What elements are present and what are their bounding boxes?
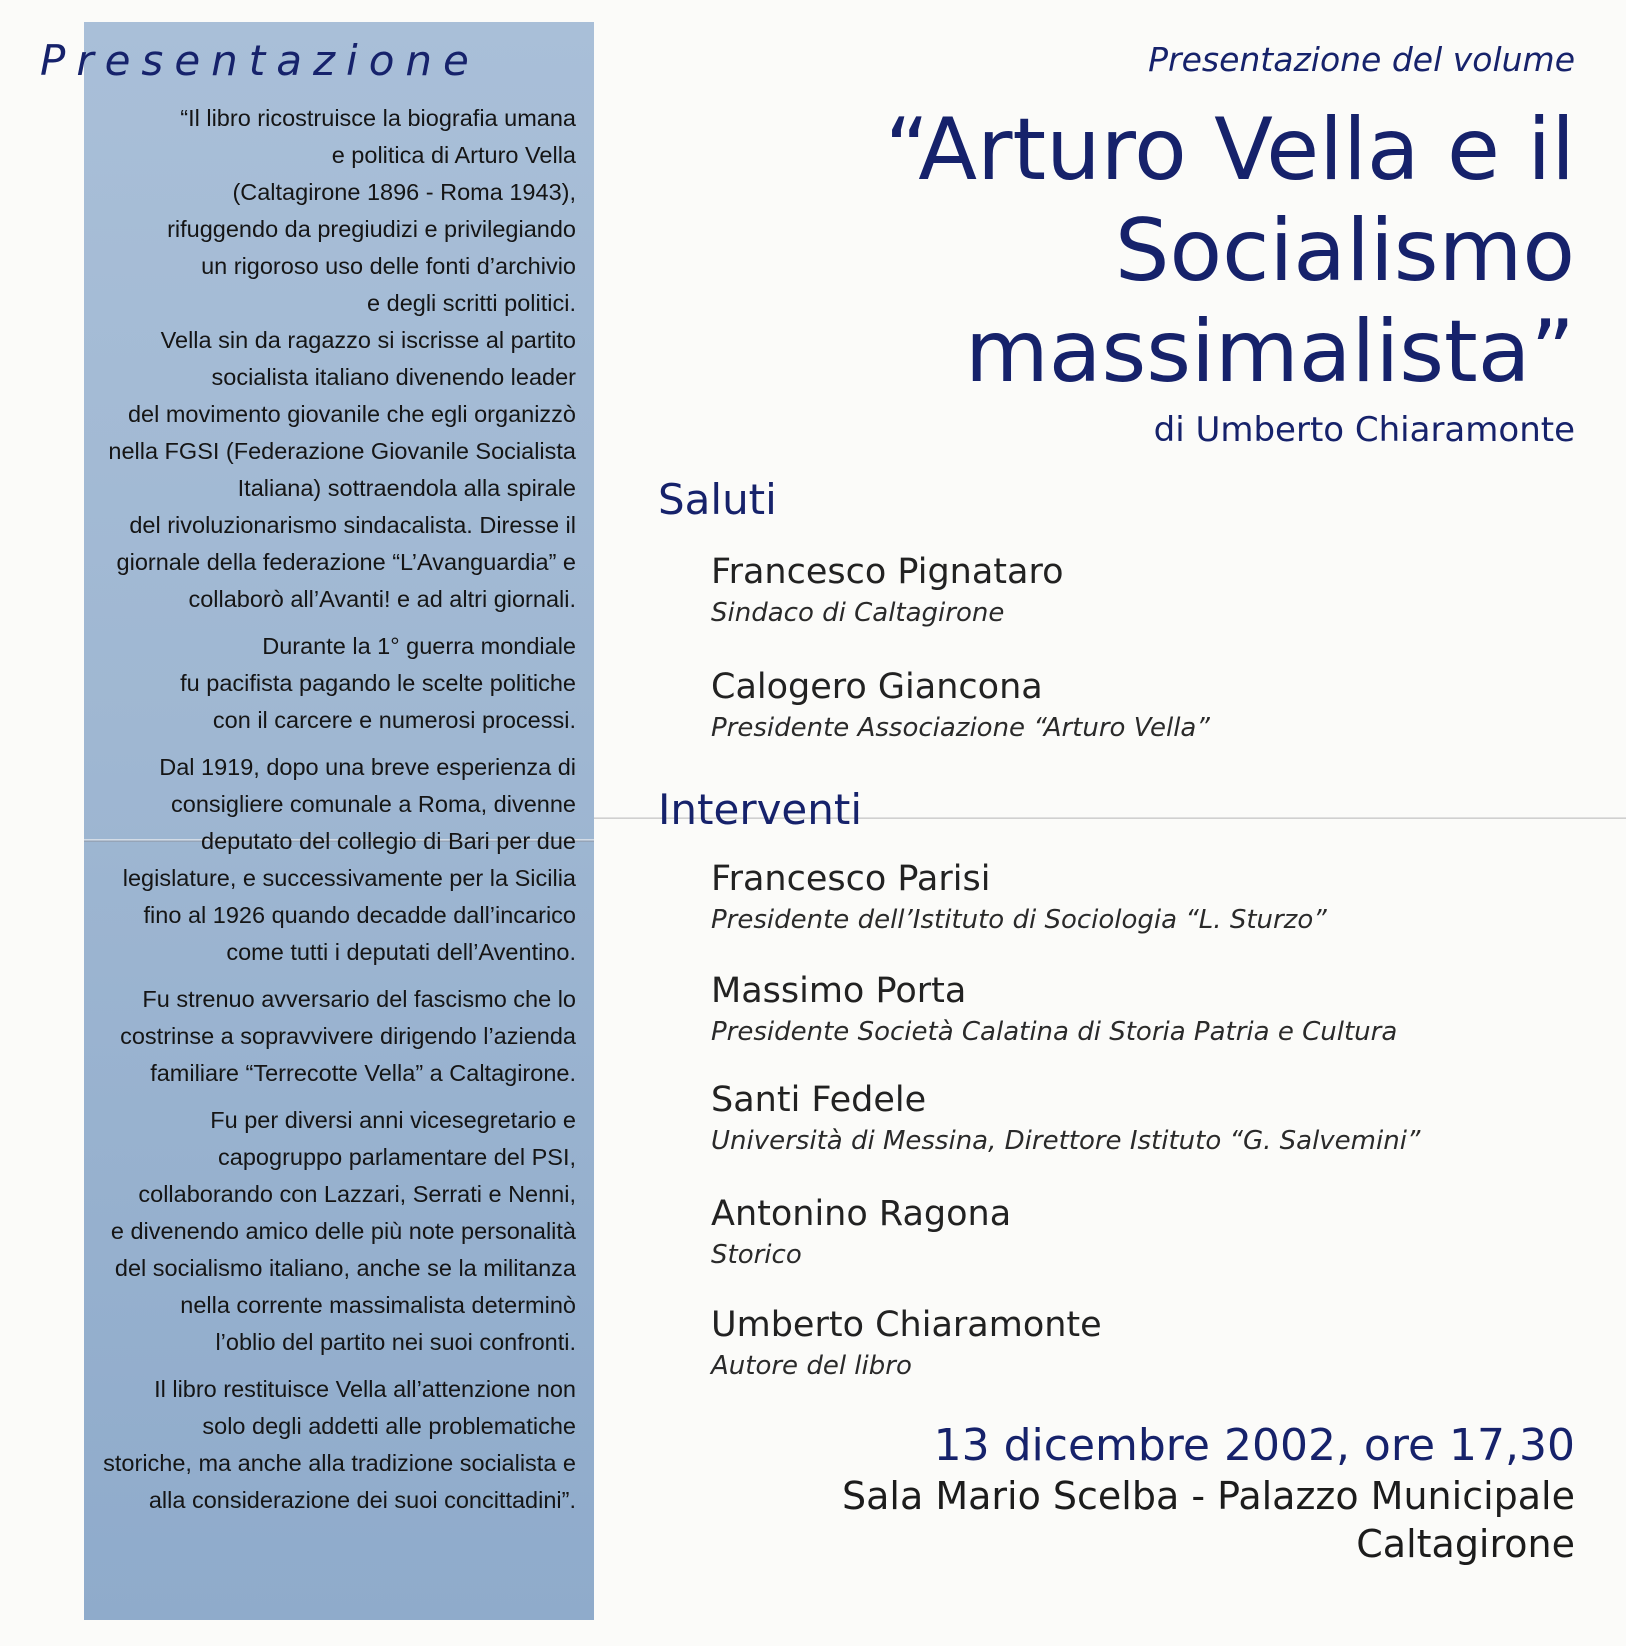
text-line: fino al 1926 quando decadde dall’incarico xyxy=(143,902,576,928)
text-line: e degli scritti politici. xyxy=(367,290,576,316)
section-heading-interventi: Interventi xyxy=(658,785,863,834)
book-title xyxy=(885,100,1575,403)
title-line: “Arturo Vella e il xyxy=(884,100,1575,200)
text-line: nella corrente massimalista determinò xyxy=(180,1292,576,1318)
speaker-entry xyxy=(711,969,1397,1051)
speaker-name: Umberto Chiaramonte xyxy=(711,1305,1102,1345)
text-line: Fu per diversi anni vicesegretario e xyxy=(210,1107,576,1133)
speaker-entry xyxy=(711,550,1064,632)
event-date: 13 dicembre 2002, ore 17,30 xyxy=(933,1420,1575,1471)
paragraph xyxy=(38,100,576,618)
text-line: fu pacifista pagando le scelte politiche xyxy=(180,670,576,696)
text-line: collaborò all’Avanti! e ad altri giornali. xyxy=(188,586,576,612)
presentation-text xyxy=(38,100,576,1529)
text-line: come tutti i deputati dell’Aventino. xyxy=(226,939,576,965)
text-line: del socialismo italiano, anche se la militanza xyxy=(114,1255,576,1281)
paragraph xyxy=(38,1371,576,1519)
text-line: del rivoluzionarismo sindacalista. Diresse il xyxy=(129,512,576,538)
speaker-entry xyxy=(711,665,1210,747)
volume-subtitle: Presentazione del volume xyxy=(1148,40,1575,79)
text-line: rifuggendo da pregiudizi e privilegiando xyxy=(167,216,576,242)
speaker-role: Autore del libro xyxy=(711,1351,912,1381)
text-line: del movimento giovanile che egli organizzò xyxy=(127,401,576,427)
speaker-entry xyxy=(711,857,1327,939)
text-line: Vella sin da ragazzo si iscrisse al partito xyxy=(160,327,576,353)
book-author: di Umberto Chiaramonte xyxy=(1153,410,1575,450)
text-line: Dal 1919, dopo una breve esperienza di xyxy=(159,754,576,780)
text-line: e politica di Arturo Vella xyxy=(331,142,576,168)
text-line: Fu strenuo avversario del fascismo che lo xyxy=(142,986,576,1012)
text-line: solo degli addetti alle problematiche xyxy=(202,1413,576,1439)
text-line: legislature, e successivamente per la Sicilia xyxy=(122,865,576,891)
speaker-role: Università di Messina, Direttore Istituto “G. Salvemini” xyxy=(711,1126,1421,1156)
text-line: deputato del collegio di Bari per due xyxy=(201,828,576,854)
text-line: capogruppo parlamentare del PSI, xyxy=(218,1144,576,1170)
paragraph xyxy=(38,749,576,971)
text-line: socialista italiano divenendo leader xyxy=(211,364,576,390)
speaker-entry xyxy=(711,1303,1102,1385)
text-line: costrinse a sopravvivere dirigendo l’azienda xyxy=(120,1023,576,1049)
speaker-name: Calogero Giancona xyxy=(711,667,1043,707)
event-venue: Sala Mario Scelba - Palazzo Municipale xyxy=(841,1474,1575,1518)
speaker-entry xyxy=(711,1192,1011,1274)
text-line: l’oblio del partito nei suoi confronti. xyxy=(215,1329,576,1355)
text-line: alla considerazione dei suoi concittadini”. xyxy=(148,1487,576,1513)
text-line: Durante la 1° guerra mondiale xyxy=(262,633,576,659)
speaker-name: Francesco Pignataro xyxy=(711,552,1064,592)
speaker-role: Storico xyxy=(711,1240,802,1270)
speaker-role: Presidente Associazione “Arturo Vella” xyxy=(711,713,1210,743)
presentation-heading: Presentazione xyxy=(40,36,480,85)
text-line: con il carcere e numerosi processi. xyxy=(212,707,576,733)
text-line: collaborando con Lazzari, Serrati e Nenni, xyxy=(138,1181,576,1207)
paragraph xyxy=(38,981,576,1092)
speaker-name: Santi Fedele xyxy=(711,1080,927,1120)
speaker-role: Presidente Società Calatina di Storia Patria e Cultura xyxy=(711,1017,1398,1047)
text-line: “Il libro ricostruisce la biografia umana xyxy=(180,105,576,131)
text-line: un rigoroso uso delle fonti d’archivio xyxy=(201,253,576,279)
text-line: e divenendo amico delle più note personalità xyxy=(110,1218,576,1244)
text-line: Italiana) sottraendola alla spirale xyxy=(237,475,576,501)
speaker-role: Presidente dell’Istituto di Sociologia “L. Sturzo” xyxy=(711,905,1327,935)
section-heading-saluti: Saluti xyxy=(658,475,777,524)
text-line: familiare “Terrecotte Vella” a Caltagirone. xyxy=(150,1060,576,1086)
speaker-entry xyxy=(711,1078,1420,1160)
title-line: Socialismo xyxy=(1114,201,1575,301)
text-line: giornale della federazione “L’Avanguardia” e xyxy=(116,549,576,575)
text-line: Il libro restituisce Vella all’attenzione non xyxy=(154,1376,576,1402)
title-line: massimalista” xyxy=(964,302,1575,402)
text-line: storiche, ma anche alla tradizione socialista e xyxy=(103,1450,576,1476)
paragraph xyxy=(38,1102,576,1361)
speaker-name: Massimo Porta xyxy=(711,971,967,1011)
paragraph xyxy=(38,628,576,739)
text-line: consigliere comunale a Roma, divenne xyxy=(171,791,576,817)
text-line: nella FGSI (Federazione Giovanile Socialista xyxy=(108,438,576,464)
event-city: Caltagirone xyxy=(1356,1522,1575,1566)
speaker-name: Francesco Parisi xyxy=(711,859,991,899)
speaker-name: Antonino Ragona xyxy=(711,1194,1012,1234)
speaker-role: Sindaco di Caltagirone xyxy=(711,598,1005,628)
text-line: (Caltagirone 1896 - Roma 1943), xyxy=(232,179,576,205)
